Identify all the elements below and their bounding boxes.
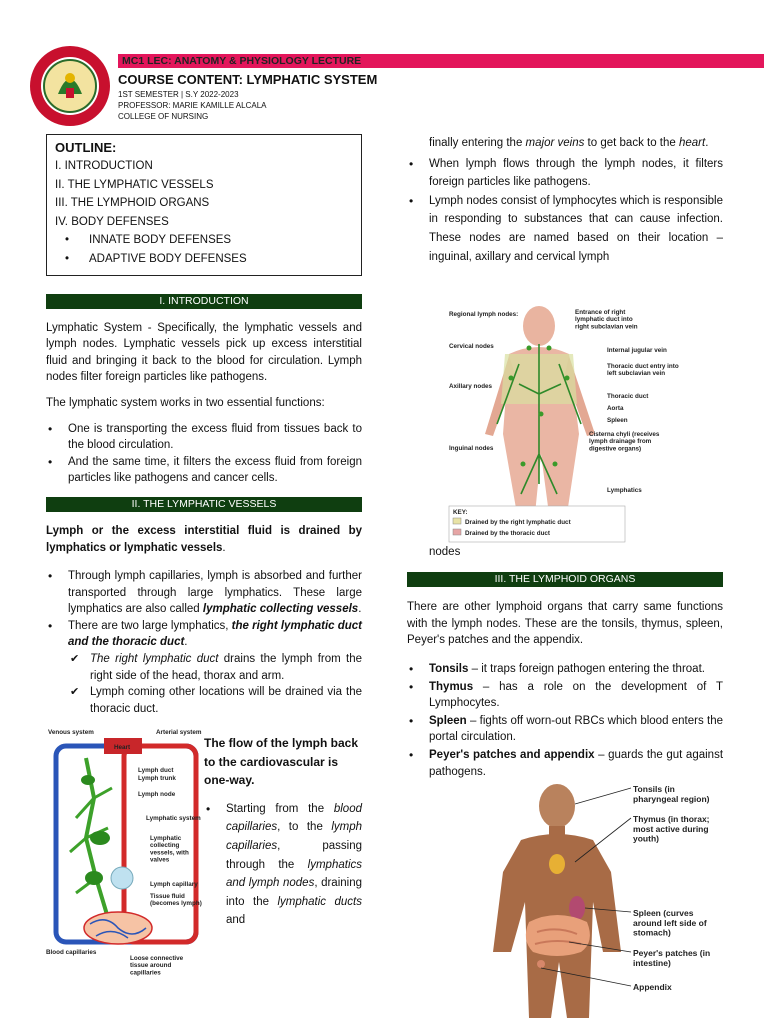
flow-text-block: [204, 734, 362, 930]
figure-label: Loose connective tissue around capillaries: [130, 955, 184, 977]
list-item: • Tonsils – it traps foreign pathogen entering the throat.: [407, 661, 723, 678]
right-column: [407, 134, 724, 992]
figure-label: Lymph capillary: [150, 881, 198, 888]
list-item: • Lymph nodes consist of lymphocytes which is responsible in responding to substances that can cause infection. These nodes are named based on their location – inguinal, axillary and cervical lymph: [407, 192, 723, 266]
figure-key-title: KEY:: [453, 509, 468, 516]
figure-label: Lymphatic system: [146, 815, 201, 822]
figure-label: Spleen (curves around left side of stomach): [633, 908, 707, 938]
semester-line: 1ST SEMESTER | S.Y 2022-2023: [118, 90, 239, 99]
list-item: • Peyer's patches and appendix – guards the gut against pathogens.: [407, 747, 723, 780]
figure-label: Arterial system: [156, 729, 202, 736]
figure-label: Entrance of right lymphatic duct into right subclavian vein: [575, 309, 638, 331]
course-title: COURSE CONTENT: LYMPHATIC SYSTEM: [118, 72, 378, 87]
vessels-check-list: [46, 651, 362, 717]
key-swatch-right-duct: [453, 518, 461, 524]
continued-paragraph: finally entering the major veins to get back to the heart.: [429, 137, 709, 149]
figure-label: Tonsils (in pharyngeal region): [633, 784, 710, 804]
figure-label: Heart: [114, 744, 131, 751]
figure-label: Blood capillaries: [46, 949, 97, 956]
organs-bullet-list: [407, 661, 723, 780]
intro-functions-lead: The lymphatic system works in two essential functions:: [46, 396, 325, 409]
outline-box: [46, 134, 362, 276]
figure-label: Cisterna chyli (receives lymph drainage from digestive organs): [589, 431, 660, 453]
figure-label: Inguinal nodes: [449, 445, 494, 452]
college-line: COLLEGE OF NURSING: [118, 112, 209, 121]
outline-item: II. THE LYMPHATIC VESSELS: [55, 178, 214, 191]
outline-item: I. INTRODUCTION: [55, 160, 153, 172]
outline-item: III. THE LYMPHOID ORGANS: [55, 197, 210, 210]
vessels-bullet-list: [46, 568, 362, 651]
list-item: • Through lymph capillaries, lymph is absorbed and further transported through large lymphatics. These large lymphatics are also called lymphatic collecting vessels.: [46, 568, 362, 618]
list-item: • Thymus – has a role on the development of T Lymphocytes.: [407, 679, 723, 712]
document-header: [28, 40, 740, 130]
outline-heading: OUTLINE:: [55, 140, 117, 155]
list-item: • Spleen – fights off worn-out RBCs which blood enters the portal circulation.: [407, 713, 723, 746]
figure-label: Cervical nodes: [449, 343, 494, 350]
section-heading-lymphoid-organs: III. THE LYMPHOID ORGANS: [407, 572, 723, 587]
list-item: • And the same time, it filters the excess fluid from foreign particles like pathogens and cancer cells.: [46, 454, 362, 487]
figure-label: Tissue fluid (becomes lymph): [150, 893, 202, 908]
course-code-bar: MC1 LEC: ANATOMY & PHYSIOLOGY LECTURE: [118, 54, 764, 68]
lymphoid-organs-figure: [471, 782, 723, 1020]
list-item: ✔ Lymph coming other locations will be drained via the thoracic duct.: [68, 684, 362, 717]
regional-lymph-nodes-figure: [449, 304, 689, 544]
figure-label: Spleen: [607, 417, 628, 424]
figure-key-item: Drained by the thoracic duct: [465, 530, 551, 537]
section-heading-introduction: I. INTRODUCTION: [46, 294, 362, 309]
key-swatch-thoracic-duct: [453, 529, 461, 535]
nodes-word: nodes: [429, 546, 461, 558]
figure-label: Venous system: [48, 729, 94, 736]
list-item: • There are two large lymphatics, the right lymphatic duct and the thoracic duct.: [46, 618, 362, 651]
figure-label: Lymphatics: [607, 487, 642, 494]
intro-paragraph: Lymphatic System - Specifically, the lymphatic vessels and lymph nodes. Lymphatic vessels pick up excess interstitial fluid and bringing it back to the blood for circulation. Lymph nodes filter foreign particles like pathogens.: [46, 321, 362, 384]
figure-label: Internal jugular vein: [607, 347, 667, 354]
organs-paragraph: There are other lymphoid organs that carry same functions with the lymph nodes. These are the tonsils, thymus, spleen, Peyer's patches and the appendix.: [407, 601, 723, 647]
outline-item: IV. BODY DEFENSES: [55, 215, 169, 228]
figure-label: Peyer's patches (in intestine): [633, 948, 711, 968]
figure-label: Axillary nodes: [449, 383, 493, 390]
figure-label: Lymph duct: [138, 767, 174, 774]
figure-label: Thoracic duct: [607, 393, 649, 400]
figure-label: Lymphatic collecting vessels, with valves: [150, 835, 189, 864]
vessels-lead: Lymph or the excess interstitial fluid is drained by lymphatics or lymphatic vessels.: [46, 524, 362, 554]
figure-key-item: Drained by the right lymphatic duct: [465, 519, 571, 526]
figure-label: Aorta: [607, 405, 624, 412]
list-item: • Starting from the blood capillaries, to the lymph capillaries, passing through the lymphatics and lymph nodes, draining into the lymphatic ducts and: [204, 800, 362, 930]
outline-subitem: • ADAPTIVE BODY DEFENSES: [65, 252, 247, 265]
list-item: ✔ The right lymphatic duct drains the lymph from the right side of the head, thorax and arm.: [68, 651, 362, 684]
figure-label: Lymph node: [138, 791, 176, 798]
nodes-bullet-list: [407, 155, 723, 267]
section-heading-vessels: II. THE LYMPHATIC VESSELS: [46, 497, 362, 512]
flow-bullet-list: [204, 800, 362, 930]
figure-label: Appendix: [633, 982, 672, 992]
professor-line: PROFESSOR: MARIE KAMILLE ALCALA: [118, 101, 267, 110]
list-item: • When lymph flows through the lymph nodes, it filters foreign particles like pathogens.: [407, 155, 723, 192]
figure-label: Thoracic duct entry into left subclavian vein: [607, 363, 679, 378]
list-item: • One is transporting the excess fluid from tissues back to the blood circulation.: [46, 421, 362, 454]
flow-title: The flow of the lymph back to the cardiovascular is one-way.: [204, 736, 359, 788]
figure-label: Regional lymph nodes:: [449, 311, 519, 318]
university-seal-logo: [28, 44, 112, 128]
intro-bullet-list: [46, 421, 362, 487]
figure-label: Lymph trunk: [138, 775, 176, 782]
left-column: [46, 134, 363, 977]
outline-subitem: • INNATE BODY DEFENSES: [65, 234, 232, 247]
figure-label: Thymus (in thorax; most active during youth): [633, 814, 710, 844]
